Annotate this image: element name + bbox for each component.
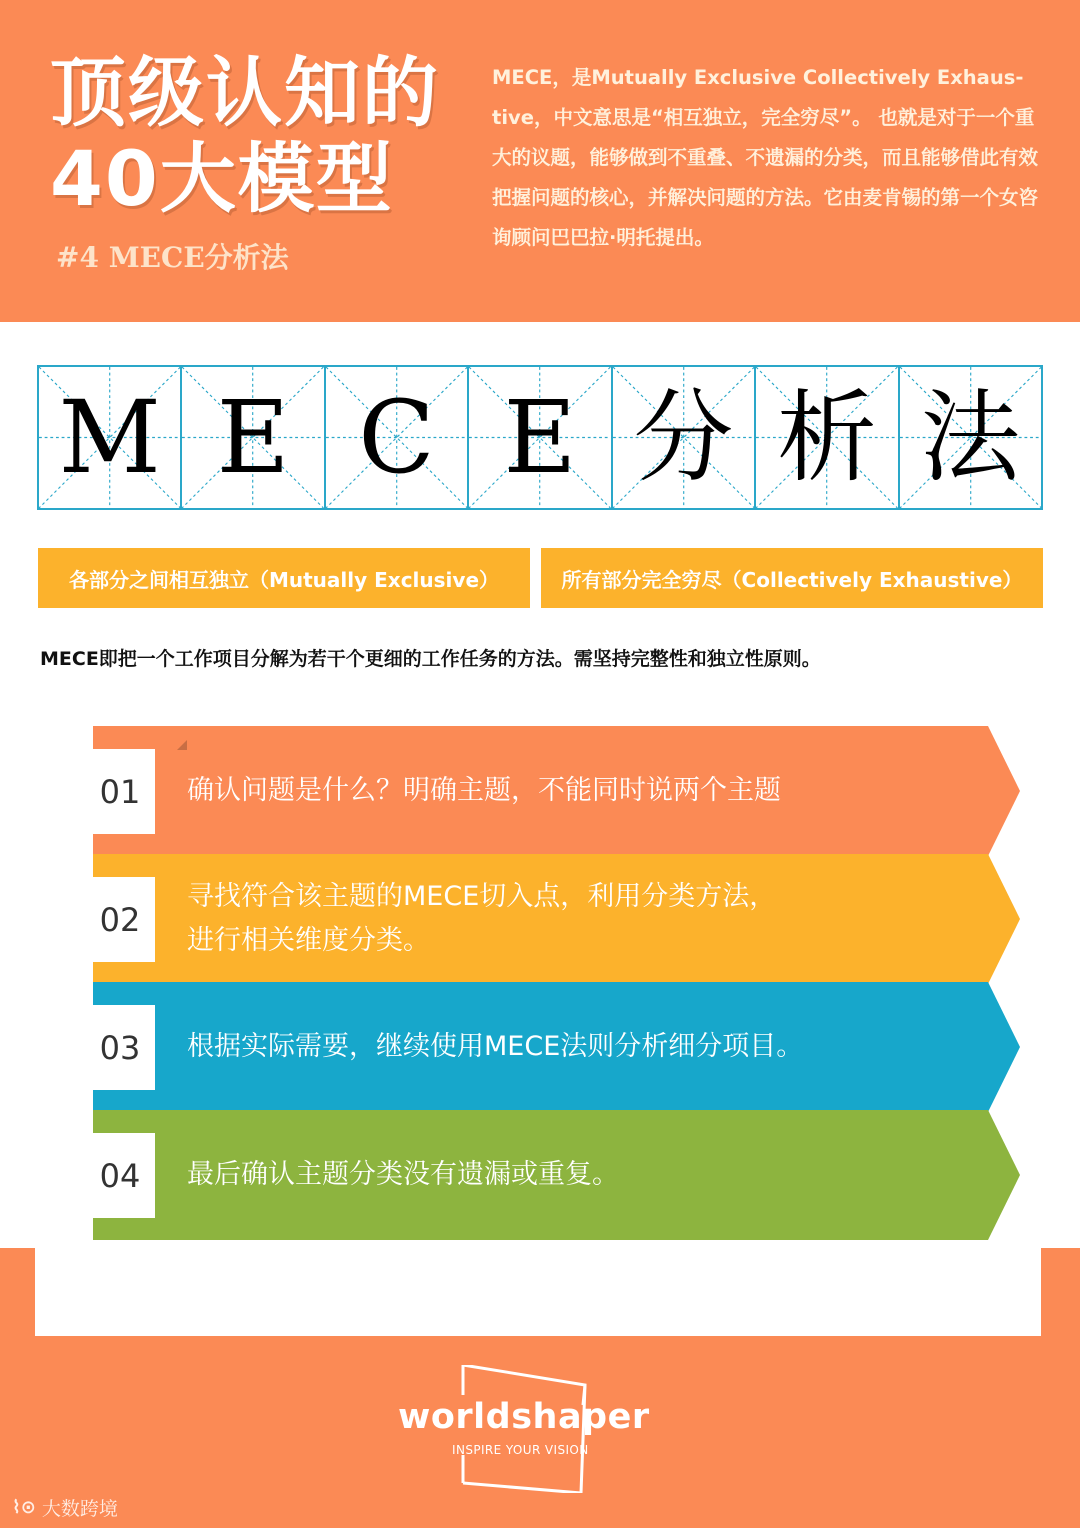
grid-char: E bbox=[503, 378, 577, 496]
step-text bbox=[187, 982, 907, 1112]
step-01 bbox=[93, 726, 1020, 856]
title-line-1: 顶级认知的 bbox=[50, 48, 440, 137]
summary-text: MECE即把一个工作项目分解为若干个更细的工作任务的方法。需坚持完整性和独立性原则。 bbox=[40, 648, 821, 670]
definition-collectively-exhaustive: 所有部分完全穷尽（Collectively Exhaustive） bbox=[541, 548, 1043, 608]
footer-white-panel bbox=[35, 1248, 1041, 1336]
step-number: 02 bbox=[85, 877, 155, 962]
step-text-line: 确认问题是什么？明确主题，不能同时说两个主题 bbox=[187, 775, 781, 806]
watermark-text: 大数跨境 bbox=[41, 1498, 118, 1520]
grid-char: 析 bbox=[776, 378, 877, 496]
page-subtitle: #4 MECE分析法 bbox=[56, 241, 289, 274]
step-text-line: 进行相关维度分类。 bbox=[187, 925, 430, 956]
grid-cell bbox=[182, 367, 325, 508]
step-text-line: 最后确认主题分类没有遗漏或重复。 bbox=[187, 1159, 619, 1190]
watermark bbox=[12, 1494, 118, 1521]
step-number: 01 bbox=[85, 749, 155, 834]
grid-cell bbox=[756, 367, 899, 508]
step-02 bbox=[93, 854, 1020, 984]
grid-char: E bbox=[216, 378, 290, 496]
grid-char: 法 bbox=[920, 378, 1021, 496]
grid-cell bbox=[613, 367, 756, 508]
step-text-line: 根据实际需要，继续使用MECE法则分析细分项目。 bbox=[187, 1031, 804, 1062]
step-text bbox=[187, 854, 907, 984]
grid-cell bbox=[39, 367, 182, 508]
step-text bbox=[187, 1110, 907, 1240]
page-title bbox=[50, 50, 470, 222]
grid-cell bbox=[469, 367, 612, 508]
intro-paragraph: MECE，是Mutually Exclusive Collectively Exhaus-tive，中文意思是“相互独立，完全穷尽”。 也就是对于一个重大的议题，能够做到不重叠、不遗漏的分类，而且能够借此有效把握问题的核心，并解决问题的方法。它由麦肯锡的第一个女咨询顾问巴巴拉·明托提出。 bbox=[492, 66, 1039, 249]
step-number: 03 bbox=[85, 1005, 155, 1090]
kuajing-logo-icon: ⌇⊙ bbox=[12, 1497, 36, 1518]
step-03 bbox=[93, 982, 1020, 1112]
grid-cell bbox=[326, 367, 469, 508]
step-text-line: 寻找符合该主题的MECE切入点，利用分类方法， bbox=[187, 881, 777, 912]
worldshaper-logo: worldshaper bbox=[398, 1397, 650, 1437]
logo-tagline: INSPIRE YOUR VISION bbox=[452, 1443, 589, 1457]
step-number: 04 bbox=[85, 1133, 155, 1218]
grid-char: 分 bbox=[633, 378, 734, 496]
mece-grid-title bbox=[37, 365, 1043, 510]
definition-mutually-exclusive: 各部分之间相互独立（Mutually Exclusive） bbox=[38, 548, 530, 608]
grid-cell bbox=[900, 367, 1041, 508]
grid-char: C bbox=[358, 378, 435, 496]
grid-char: M bbox=[58, 378, 161, 496]
title-line-2: 40大模型 bbox=[50, 134, 394, 223]
step-text bbox=[187, 726, 907, 856]
step-04 bbox=[93, 1110, 1020, 1240]
